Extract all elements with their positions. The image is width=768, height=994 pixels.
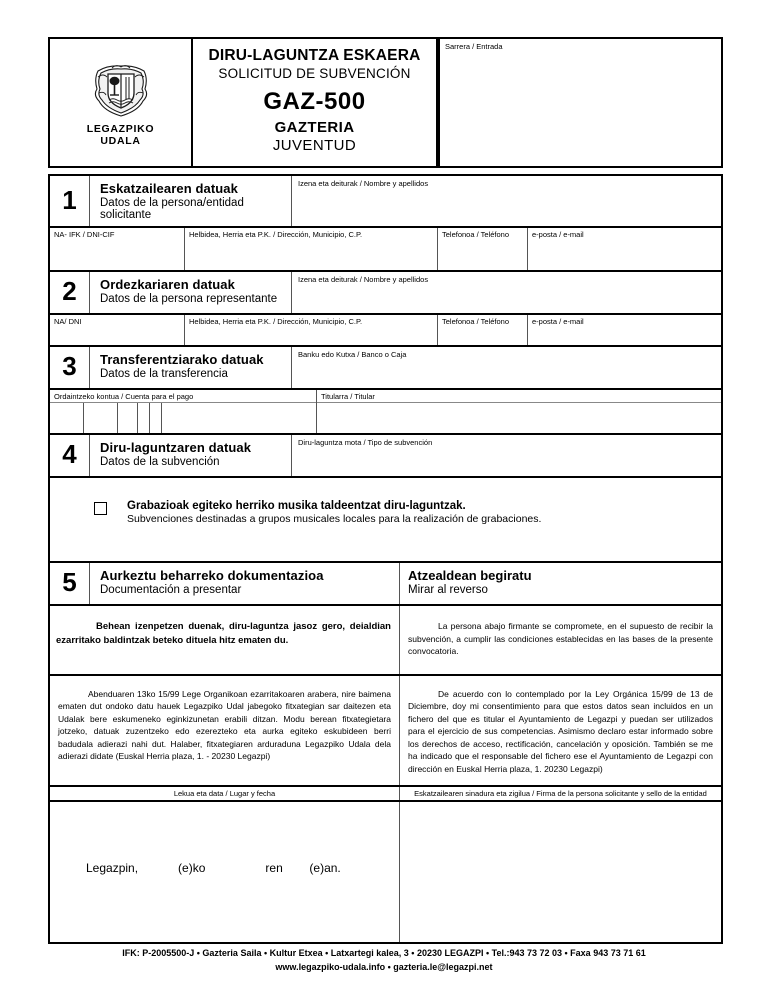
section-5-reverse-note [400, 563, 721, 604]
reverse-note-eu: Atzealdean begiratu [408, 568, 532, 583]
section-3-title-es: Datos de la transferencia [100, 368, 228, 380]
representative-address-field[interactable] [185, 315, 438, 345]
account-segment-dc1[interactable] [138, 403, 150, 433]
entry-stamp-label: Sarrera / Entrada [445, 42, 503, 51]
signature-label: Eskatzailearen sinadura eta zigilua / Firma de la persona solicitante y sello de la entidad [414, 789, 707, 798]
section-5-header [50, 563, 721, 606]
account-holder-input[interactable] [317, 403, 721, 433]
date-line-text: Legazpin, (e)ko ren (e)an. [86, 861, 341, 875]
section-3-title-eu: Transferentziarako datuak [100, 352, 264, 367]
section-4-title-eu: Diru-laguntzaren datuak [100, 440, 252, 455]
applicant-name-label: Izena eta deiturak / Nombre y apellidos [298, 179, 429, 188]
applicant-id-field[interactable] [50, 228, 185, 270]
section-3-title [90, 347, 292, 388]
bank-name-label: Banku edo Kutxa / Banco o Caja [298, 350, 407, 359]
account-number-field[interactable] [50, 390, 317, 433]
applicant-phone-label: Telefonoa / Teléfono [442, 230, 509, 239]
signature-area-row [50, 802, 721, 942]
applicant-address-label: Helbidea, Herria eta P.K. / Dirección, Municipio, C.P. [189, 230, 363, 239]
legal-notice-es: De acuerdo con lo contemplado por la Ley Orgánica 15/99 de 13 de Diciembre, doy mi consentimiento para que estos datos sean incluidos en un fichero del que es titular el Ayuntamiento de Legazpi y puedan ser utilizados para el ejercicio de sus competencias. Asimismo declaro estar informado sobre los derechos de acceso, rectificación, cancelación y oposición. También se me ha indicado que el responsable del fichero ese el Ayuntamiento de Legazpi con dirección en Euskal Herria plaza, 1. 20230 Legazpi) [408, 688, 713, 774]
representative-email-label: e-posta / e-mail [532, 317, 584, 326]
footer-line-1: IFK: P-2005500-J • Gazteria Saila • Kultur Etxea • Latxartegi kalea, 3 • 20230 LEGAZPI • Tel.:943 73 72 03 • Faxa 943 73 71 61 [122, 948, 646, 958]
subsidy-option-text [107, 500, 541, 525]
applicant-email-field[interactable] [528, 228, 721, 270]
subsidy-option-checkbox[interactable] [94, 502, 107, 515]
section-2-header [50, 272, 721, 315]
representative-phone-label: Telefonoa / Teléfono [442, 317, 509, 326]
signature-area[interactable] [400, 802, 721, 942]
account-segment-number[interactable] [162, 403, 316, 433]
commitment-text-es: La persona abajo firmante se compromete, en el supuesto de recibir la subvención, a cumplir las condiciones establecidas en las bases de la presente convocatoria. [408, 621, 713, 656]
representative-name-field[interactable] [292, 272, 721, 313]
account-segment-control[interactable] [118, 403, 138, 433]
applicant-name-field[interactable] [292, 176, 721, 226]
logo-line-1: LEGAZPIKO [86, 122, 155, 135]
department-es: JUVENTUD [272, 137, 357, 154]
representative-id-field[interactable] [50, 315, 185, 345]
section-5-number: 5 [50, 563, 90, 604]
section-1-header [50, 176, 721, 228]
subsidy-options-block [50, 478, 721, 563]
legal-notice-eu: Abenduaren 13ko 15/99 Lege Organikoan ezarritakoaren arabera, nire baimena ematen dut ondoko datu hauek Legazpiko Udal jabegoko fitxategian sar daitezen eta Udalak bere eskumeneko eginkizunetan erabili ditzan. Modu berean fitxategietara jotzeko, datuak zuzentzeko edo ezerezteko eta aurka egiteko eskubideen berri badudala adierazi nahi dut. Halaber, fitxategiaren arduraduna Legazpiko Udala dela adierazi didate (Euskal Herria plaza, 1. - 20230 Legazpi) [50, 676, 400, 786]
footer-line-2: www.legazpiko-udala.info • gazteria.le@legazpi.net [275, 962, 493, 972]
bank-account-row [50, 390, 721, 435]
title-block [193, 37, 438, 168]
section-5-left [50, 563, 400, 604]
section-2-title [90, 272, 292, 313]
commitment-row [50, 606, 721, 676]
coat-of-arms-icon [88, 59, 154, 119]
applicant-phone-field[interactable] [438, 228, 528, 270]
section-4-header [50, 435, 721, 478]
subsidy-option-es: Subvenciones destinadas a grupos musicales locales para la realización de grabaciones. [127, 513, 542, 525]
section-3-header [50, 347, 721, 390]
section-1-title-eu: Eskatzailearen datuak [100, 181, 238, 196]
applicant-address-field[interactable] [185, 228, 438, 270]
section-4-number: 4 [50, 435, 90, 476]
account-number-segments[interactable] [50, 403, 316, 433]
signature-caption-row [50, 787, 721, 802]
document-footer [0, 946, 768, 974]
subsidy-type-label: Diru-laguntza mota / Tipo de subvención [298, 438, 433, 447]
section-1-number: 1 [50, 176, 90, 226]
section-2-title-eu: Ordezkariaren datuak [100, 277, 235, 292]
account-segment-bank[interactable] [50, 403, 84, 433]
section-2-title-es: Datos de la persona representante [100, 293, 278, 305]
account-holder-label: Titularra / Titular [317, 390, 721, 403]
form-body [48, 174, 723, 944]
department-eu: GAZTERIA [274, 119, 355, 136]
section-3-number: 3 [50, 347, 90, 388]
representative-name-label: Izena eta deiturak / Nombre y apellidos [298, 275, 429, 284]
section-1-title-es: Datos de la persona/entidad solicitante [100, 197, 244, 221]
entry-stamp-box[interactable] [438, 37, 723, 168]
section-5-title [90, 563, 399, 604]
form-code: GAZ-500 [263, 88, 366, 115]
representative-phone-field[interactable] [438, 315, 528, 345]
document-header [48, 37, 723, 168]
representative-email-field[interactable] [528, 315, 721, 345]
section-1-title [90, 176, 292, 226]
subsidy-option-eu: Grabazioak egiteko herriko musika taldeentzat diru-laguntzak. [127, 500, 466, 512]
commitment-text-eu: Behean izenpetzen duenak, diru-laguntza jasoz gero, deialdian ezarritako baldintzak beteko dituela hitz ematen du. [50, 606, 400, 674]
section-4-title-es: Datos de la subvención [100, 456, 220, 468]
representative-id-label: NA/ DNI [54, 317, 82, 326]
logo-text [87, 123, 155, 147]
section-5-title-eu: Aurkeztu beharreko dokumentazioa [100, 568, 324, 583]
section-2-details-row [50, 315, 721, 347]
place-date-label: Lekua eta data / Lugar y fecha [50, 787, 400, 800]
subsidy-type-field[interactable] [292, 435, 721, 476]
applicant-email-label: e-posta / e-mail [532, 230, 584, 239]
subsidy-option-row[interactable] [50, 500, 721, 525]
account-segment-dc2[interactable] [150, 403, 162, 433]
logo-block [48, 37, 193, 168]
section-5-title-es: Documentación a presentar [100, 584, 242, 596]
section-2-number: 2 [50, 272, 90, 313]
section-1-details-row [50, 228, 721, 272]
account-number-label: Ordaintzeko kontua / Cuenta para el pago [50, 390, 316, 403]
account-holder-field[interactable] [317, 390, 721, 433]
representative-address-label: Helbidea, Herria eta P.K. / Dirección, Municipio, C.P. [189, 317, 363, 326]
form-title-eu: DIRU-LAGUNTZA ESKAERA [208, 47, 421, 64]
reverse-note-es: Mirar al reverso [408, 584, 488, 596]
applicant-id-label: NA- IFK / DNI-CIF [54, 230, 115, 239]
section-4-title [90, 435, 292, 476]
form-title-es: SOLICITUD DE SUBVENCIÓN [218, 66, 411, 81]
bank-name-field[interactable] [292, 347, 721, 388]
account-segment-branch[interactable] [84, 403, 118, 433]
place-date-area[interactable] [50, 802, 400, 942]
legal-notice-row [50, 676, 721, 788]
logo-line-2: UDALA [100, 134, 141, 147]
